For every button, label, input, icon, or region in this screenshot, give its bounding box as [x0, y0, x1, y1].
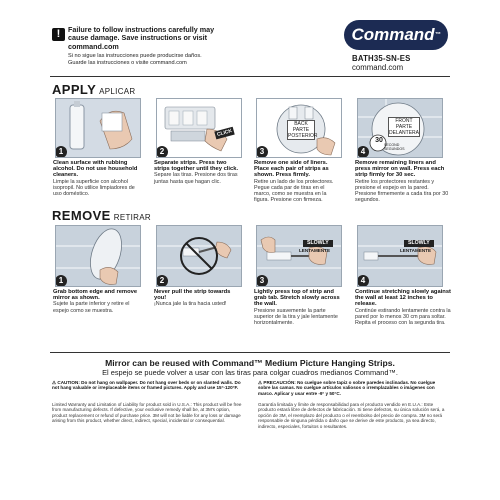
stretch-strip-illustration [257, 226, 341, 286]
remove-step-3-number: 3 [256, 275, 268, 287]
warranty-es: Garantía limitada y límite de responsabilidad para el producto vendido en E.U.A.: Este producto estará libre de defectos de fabricación. Si tiene defectos, su única solución será, a opción de 3M, el reemplazo del producto o el reembolso del precio de compra. 3M no será responsable de ninguna pérdida o daño que se derive de este producto, ya sea directo, indirecto, especiales, fortuitos o resultantes. [258, 402, 445, 429]
warning-icon: ! [52, 28, 65, 41]
remove-step-4-number: 4 [357, 275, 369, 287]
slowly-arrow-step-4 [404, 240, 434, 247]
grab-mirror-illustration [56, 226, 140, 286]
remove-step-4-illustration [357, 225, 443, 287]
footer-divider [50, 352, 450, 353]
remove-step-2-caption [154, 289, 242, 308]
apply-step-1-text: Limpie la superficie con alcohol isopropil. No utilice limpiadores de uso doméstico. [53, 178, 135, 198]
slowly-label-step-4: SLOWLY [408, 240, 430, 246]
remove-step-3-bold: Lightly press top of strip and grab tab. Stretch slowly across the wall. [254, 289, 340, 308]
remove-step-1-illustration [55, 225, 141, 287]
caution-es-text: ⚠ PRECAUCIÓN: No cuelgue sobre tapiz o sobre paredes inclinadas. No cuelgue sobre las camas. No cuelgue artículos valiosos o irremplazables o imágenes con marco. Aplicar y usar entre -9° y 50°C. [258, 380, 436, 396]
remove-title: REMOVE [52, 208, 111, 223]
back-label: BACK PARTE POSTERIOR [288, 121, 318, 139]
apply-step-4-number: 4 [357, 146, 369, 158]
apply-step-4-bold: Remove remaining liners and press mirror on wall. Press each strip firmly for 30 sec. [355, 160, 445, 179]
caution-en-text: ⚠ CAUTION: Do not hang on wallpaper. Do not hang over beds or on slanted walls. Do not hang valuable or irreplaceable items or framed pictures. Apply and use 15°-120°F. [52, 380, 241, 391]
command-logo: Command ™ [344, 20, 448, 50]
caution-es [258, 380, 448, 396]
slowly-es-step-3: LENTAMENTE [299, 248, 331, 253]
front-label: FRONT PARTE DELANTERA [389, 118, 420, 136]
remove-step-2-illustration [156, 225, 242, 287]
remove-step-2-number: 2 [156, 275, 168, 287]
remove-step-4-caption [355, 289, 451, 326]
website-text: command.com [352, 63, 404, 72]
warning-text-es: Si no sigue las instrucciones puede producirse daños. Guarde las instrucciones o visite command.com [68, 53, 202, 66]
apply-step-2-bold: Separate strips. Press two strips together until they click. [154, 160, 239, 173]
warranty-en: Limited Warranty and Limitation of Liability for product sold in U.S.A.: This product will be free from manufacturing defects. If defective, your exclusive remedy shall be, at 3M's option, product replacement or refund of purchase price. 3M will not be liable for any loss or damage arising from this product, whether direct, indirect, special, incidental or consequential. [52, 402, 242, 424]
product-sku: BATH35-SN-ES [352, 54, 411, 63]
apply-subtitle: APLICAR [99, 87, 136, 96]
slowly-label-step-3: SLOWLY [307, 240, 329, 246]
apply-step-1-illustration [55, 98, 141, 158]
remove-step-3-illustration [256, 225, 342, 287]
reuse-text-es: El espejo se puede volver a usar con las tiras para colgar cuadros medianos Command™. [102, 368, 398, 377]
apply-step-2-text: Separe las tiras. Presione dos tiras juntas hasta que hagan clic. [154, 172, 238, 185]
apply-step-1-number: 1 [55, 146, 67, 158]
remove-step-2-bold: Never pull the strip towards you! [154, 289, 231, 302]
apply-step-3-number: 3 [256, 146, 268, 158]
apply-step-4-text: Retire los protectores restantes y presione el espejo en la pared. Presione firmemente a cada tira por 30 segundos. [355, 178, 449, 204]
apply-step-4-illustration [357, 98, 443, 158]
remove-step-1-bold: Grab bottom edge and remove mirror as shown. [53, 289, 138, 302]
apply-step-3-caption [254, 160, 342, 203]
caution-en [52, 380, 242, 391]
remove-step-4-text: Continúe estirando lentamente contra la pared por lo menos 30 cm para soltar. Repita el proceso con la segunda tira. [355, 307, 451, 327]
apply-step-4-caption [355, 160, 451, 203]
slowly-es-step-4: LENTAMENTE [400, 248, 432, 253]
warning-text-en: Failure to follow instructions carefully may cause damage. Save instructions or visit command.com [68, 25, 215, 51]
remove-step-1-text: Sujete la parte inferior y retire el espejo como se muestra. [53, 301, 130, 314]
seconds-count: 30 [375, 137, 383, 144]
apply-step-1-caption [53, 160, 141, 197]
clean-surface-illustration [56, 99, 140, 157]
remove-step-3-text: Presione suavemente la parte superior de la tira y jale lentamente horizontalmente. [254, 307, 338, 327]
apply-step-3-text: Retire un lado de los protectores. Pegue cada par de tiras en el marco, como se muestra en la figura. Presione con firmeza. [254, 178, 334, 204]
reuse-text-en: Mirror can be reused with Command™ Medium Picture Hanging Strips. [105, 358, 395, 368]
apply-step-2-caption [154, 160, 242, 185]
apply-step-1-bold: Clean surface with rubbing alcohol. Do not use household cleaners. [53, 160, 138, 179]
apply-title: APPLY [52, 82, 97, 97]
never-pull-illustration [157, 226, 241, 286]
continue-stretching-illustration [358, 226, 442, 286]
apply-step-2-illustration [156, 98, 242, 158]
remove-step-4-bold: Continue stretching slowly against the wall at least 12 inches to release. [355, 289, 451, 308]
click-label: CLICK [214, 127, 235, 140]
remove-step-3-caption [254, 289, 342, 326]
header-divider [50, 76, 450, 77]
remove-subtitle: RETIRAR [113, 213, 151, 222]
apply-step-3-bold: Remove one side of liners. Place each pair of strips as shown. Press firmly. [254, 160, 329, 179]
slowly-arrow-step-3 [303, 240, 333, 247]
remove-step-1-caption [53, 289, 141, 314]
remove-step-2-text: ¡Nunca jale la tira hacia usted! [154, 301, 227, 308]
seconds-label: SECOND SEGUNDOS [384, 143, 405, 151]
remove-heading [52, 208, 151, 223]
apply-heading [52, 82, 136, 97]
apply-step-2-number: 2 [156, 146, 168, 158]
remove-step-1-number: 1 [55, 275, 67, 287]
apply-step-3-illustration [256, 98, 342, 158]
